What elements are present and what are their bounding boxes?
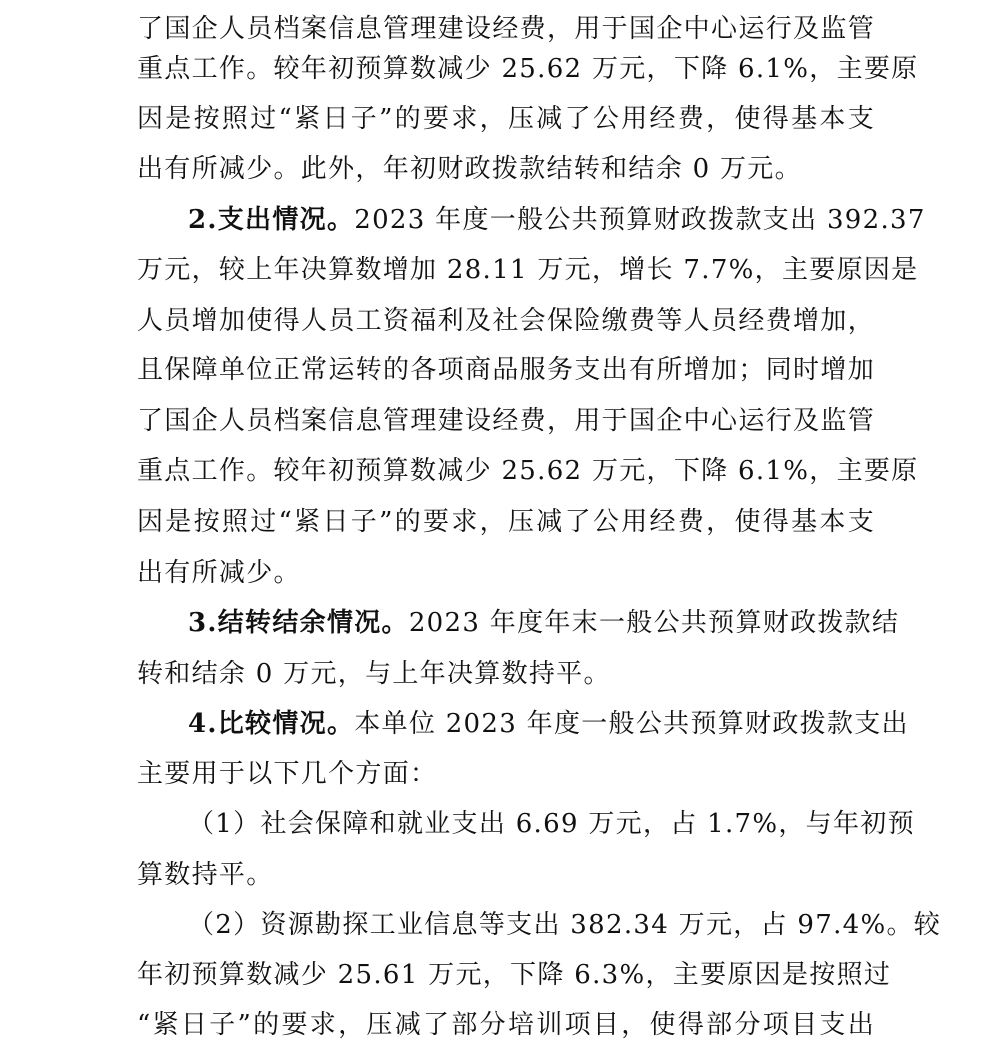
paragraph-line: 算数持平。	[137, 860, 274, 890]
paragraph-line: 因是按照过“紧日子”的要求，压减了公用经费，使得基本支	[137, 507, 875, 537]
section-3-first-line	[188, 603, 900, 643]
paragraph-line: 人员增加使得人员工资福利及社会保险缴费等人员经费增加，	[137, 306, 875, 336]
section-2-first-line	[188, 200, 926, 240]
section-3-heading: 3.结转结余情况。	[188, 608, 409, 638]
section-2-heading: 2.支出情况。	[188, 205, 355, 235]
section-4-text: 本单位 2023 年度一般公共预算财政拨款支出	[354, 709, 909, 739]
paragraph-line: 出有所减少。此外，年初财政拨款结转和结余 0 万元。	[137, 154, 802, 184]
paragraph-line: 了国企人员档案信息管理建设经费，用于国企中心运行及监管	[137, 406, 875, 436]
section-3-text: 2023 年度年末一般公共预算财政拨款结	[408, 608, 900, 638]
list-item-1-first-line: （1）社会保障和就业支出 6.69 万元，占 1.7%，与年初预	[188, 809, 915, 839]
paragraph-line: 重点工作。较年初预算数减少 25.62 万元，下降 6.1%，主要原	[137, 456, 919, 486]
paragraph-line: 年初预算数减少 25.61 万元，下降 6.3%，主要原因是按照过	[137, 960, 892, 990]
paragraph-line: 出有所减少。	[137, 558, 301, 588]
section-2-text: 2023 年度一般公共预算财政拨款支出 392.37	[354, 205, 926, 235]
section-4-heading: 4.比较情况。	[188, 709, 355, 739]
paragraph-line: “紧日子”的要求，压减了部分培训项目，使得部分项目支出	[137, 1010, 875, 1040]
paragraph-line: 万元，较上年决算数增加 28.11 万元，增长 7.7%，主要原因是	[137, 255, 919, 285]
paragraph-line: 重点工作。较年初预算数减少 25.62 万元，下降 6.1%，主要原	[137, 54, 919, 84]
paragraph-line: 主要用于以下几个方面：	[137, 759, 438, 789]
paragraph-line: 了国企人员档案信息管理建设经费，用于国企中心运行及监管	[137, 14, 875, 44]
paragraph-line: 且保障单位正常运转的各项商品服务支出有所增加；同时增加	[137, 355, 875, 385]
list-item-2-first-line: （2）资源勘探工业信息等支出 382.34 万元，占 97.4%。较	[188, 910, 942, 940]
paragraph-line: 转和结余 0 万元，与上年决算数持平。	[137, 659, 611, 689]
paragraph-line: 因是按照过“紧日子”的要求，压减了公用经费，使得基本支	[137, 104, 875, 134]
section-4-first-line	[188, 704, 909, 744]
